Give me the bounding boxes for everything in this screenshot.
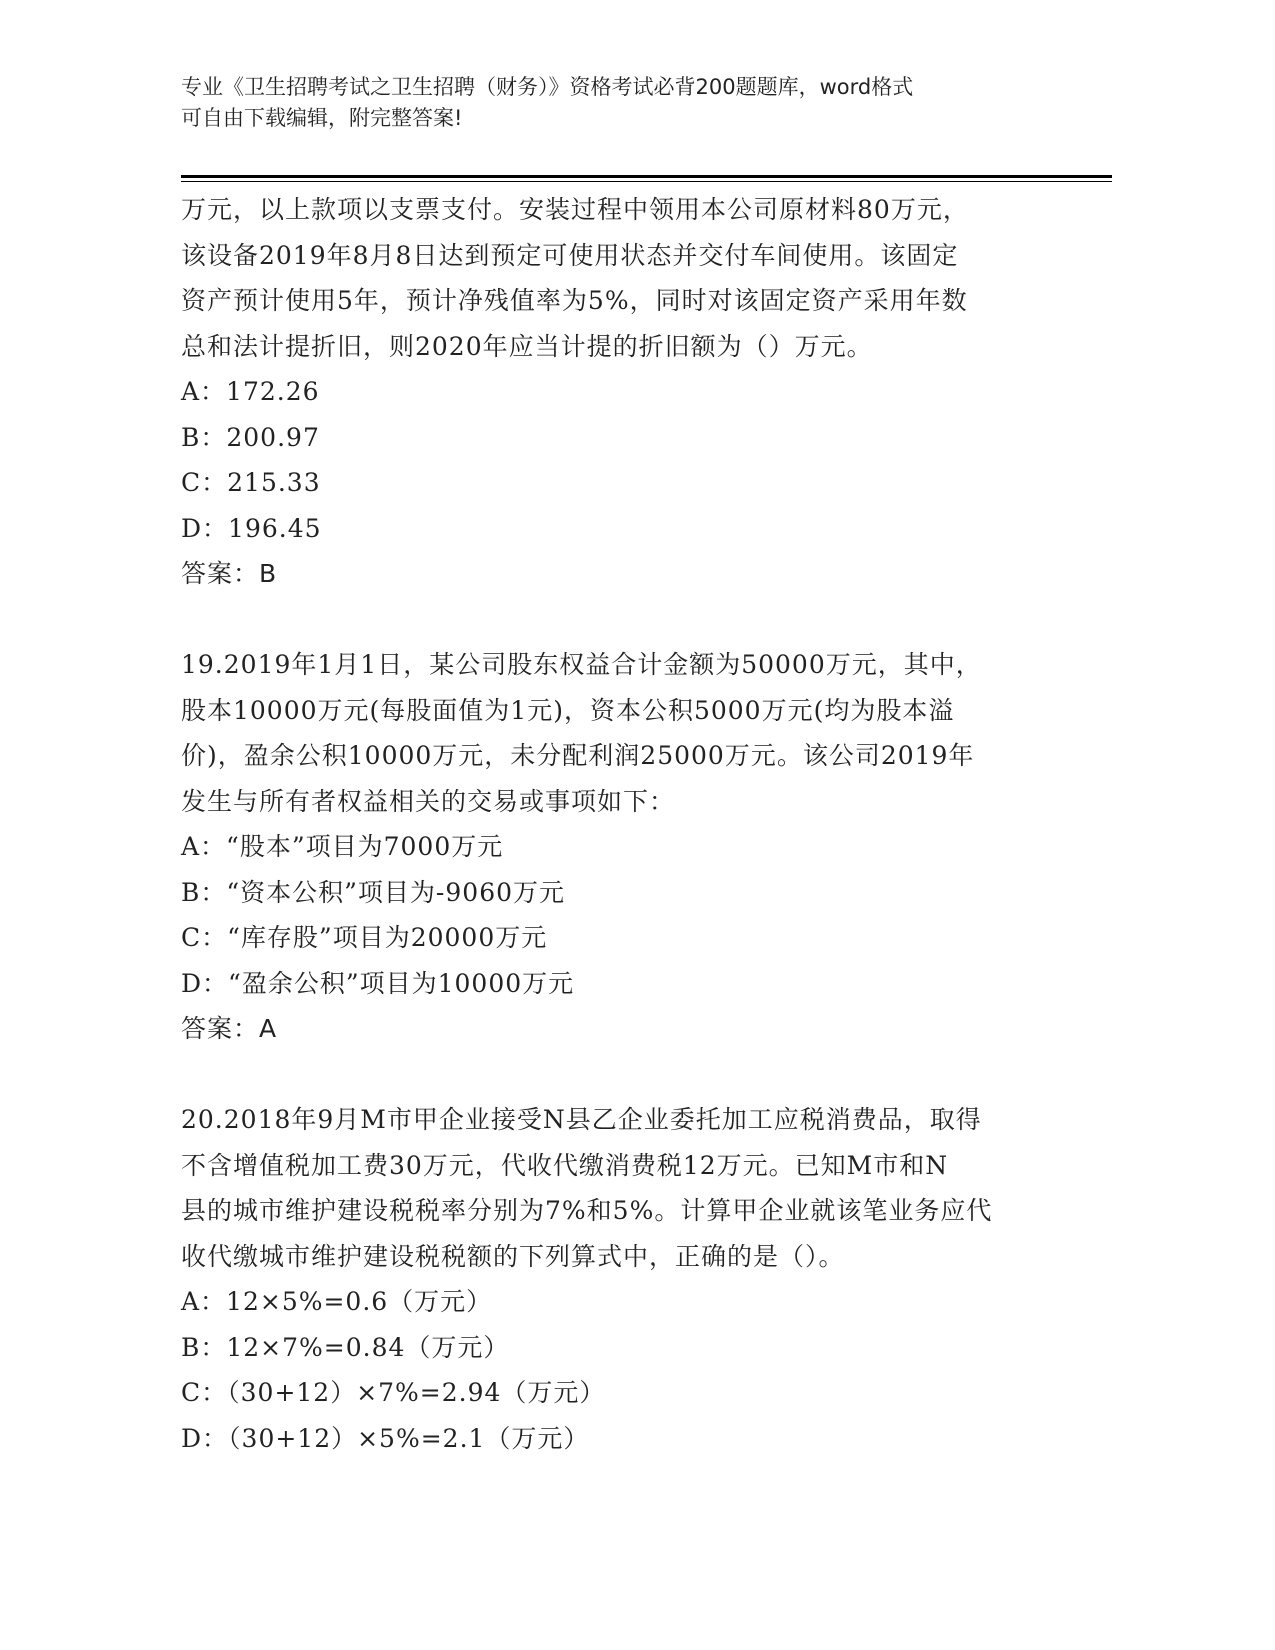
question-text-line: 股本10000万元(每股面值为1元)，资本公积5000万元(均为股本溢 — [181, 695, 955, 725]
option-b: B：12×7%=0.84（万元） — [181, 1332, 510, 1362]
question-text-line: 发生与所有者权益相关的交易或事项如下： — [181, 786, 676, 816]
option-c: C：（30+12）×7%=2.94（万元） — [181, 1378, 606, 1407]
spacer — [181, 1052, 1081, 1098]
spacer — [181, 597, 1081, 643]
option-c: C：“库存股”项目为20000万元 — [181, 923, 548, 952]
document-header — [181, 72, 1061, 134]
option-b: B：200.97 — [181, 422, 320, 452]
question-text-line: 收代缴城市维护建设税税额的下列算式中，正确的是（）。 — [181, 1241, 845, 1271]
option-a: A：172.26 — [181, 377, 320, 406]
question-text-line: 不含增值税加工费30万元，代收代缴消费税12万元。已知M市和N — [181, 1150, 949, 1180]
header-divider-thin — [181, 181, 1112, 182]
document-body — [181, 187, 1081, 1461]
question-text-line: 该设备2019年8月8日达到预定可使用状态并交付车间使用。该固定 — [181, 240, 959, 270]
question-text-line: 19.2019年1月1日，某公司股东权益合计金额为50000万元，其中， — [181, 650, 982, 679]
option-b: B：“资本公积”项目为-9060万元 — [181, 877, 566, 907]
header-line-2: 可自由下载编辑，附完整答案! — [181, 106, 463, 130]
answer-line: 答案：A — [181, 1014, 278, 1043]
question-text-line: 价)，盈余公积10000万元，未分配利润25000万元。该公司2019年 — [181, 741, 975, 770]
header-line-1: 专业《卫生招聘考试之卫生招聘（财务）》资格考试必背200题题库，word格式 — [181, 75, 914, 99]
question-text-line: 万元，以上款项以支票支付。安装过程中领用本公司原材料80万元， — [181, 195, 969, 224]
option-a: A：“股本”项目为7000万元 — [181, 832, 504, 861]
question-18 — [181, 187, 1081, 597]
question-text-line: 县的城市维护建设税税率分别为7%和5%。计算甲企业就该笔业务应代 — [181, 1196, 993, 1225]
option-c: C：215.33 — [181, 468, 321, 497]
option-d: D：“盈余公积”项目为10000万元 — [181, 968, 575, 998]
question-20 — [181, 1097, 1081, 1461]
option-d: D：（30+12）×5%=2.1（万元） — [181, 1423, 590, 1453]
question-19 — [181, 642, 1081, 1052]
question-text-line: 20.2018年9月M市甲企业接受N县乙企业委托加工应税消费品，取得 — [181, 1105, 982, 1134]
option-a: A：12×5%=0.6（万元） — [181, 1287, 493, 1316]
answer-line: 答案：B — [181, 559, 278, 588]
question-text-line: 资产预计使用5年，预计净残值率为5%，同时对该固定资产采用年数 — [181, 286, 968, 315]
header-divider-thick — [181, 175, 1112, 178]
question-text-line: 总和法计提折旧，则2020年应当计提的折旧额为（）万元。 — [181, 331, 873, 361]
option-d: D：196.45 — [181, 513, 322, 543]
